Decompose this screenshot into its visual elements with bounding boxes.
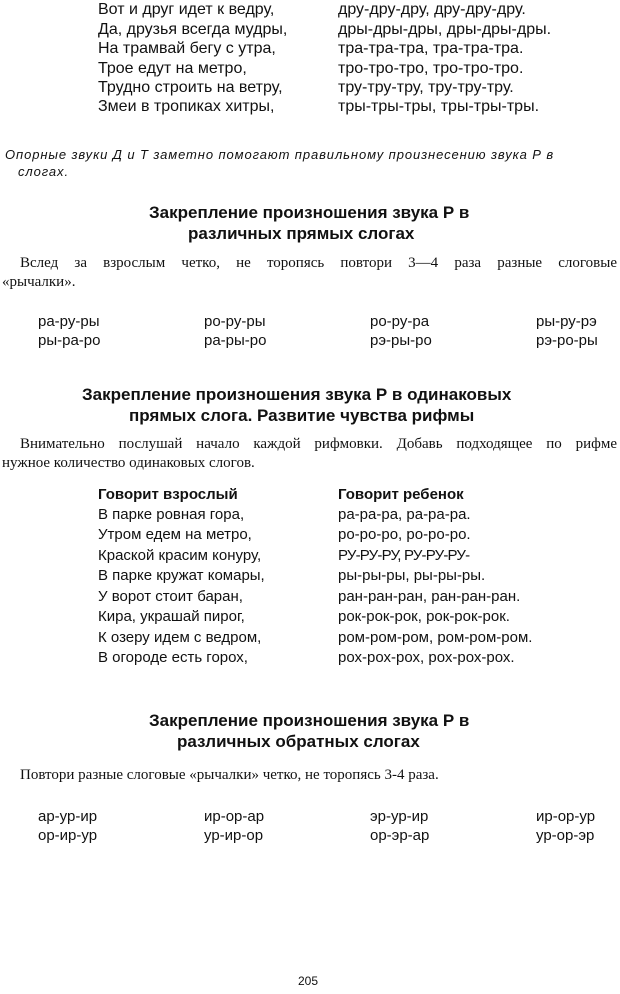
- header-adult: Говорит взрослый: [98, 486, 238, 503]
- poem-right-line: тро-тро-тро, тро-тро-тро.: [338, 60, 524, 77]
- poem-left-line: Трое едут на метро,: [98, 60, 247, 77]
- section3-title-line2: различных обратных слогах: [177, 732, 420, 751]
- note-line-2: слогах.: [18, 164, 69, 179]
- section3-text: Повтори разные слоговые «рычалки» четко, не торопясь 3-4 раза.: [20, 767, 439, 783]
- header-child: Говорит ребенок: [338, 486, 464, 503]
- section1-syllable: ра-ры-ро: [204, 332, 267, 349]
- section2-text-line1: Внимательно послушай начало каждой рифмовки. Добавь подходящее по рифме: [20, 436, 617, 452]
- section1-syllable: ры-ру-рэ: [536, 313, 597, 330]
- child-line: ры-ры-ры, ры-ры-ры.: [338, 567, 486, 584]
- child-line: ром-ром-ром, ром-ром-ром.: [338, 629, 533, 646]
- adult-line: Кира, украшай пирог,: [98, 608, 245, 625]
- section3-syllable: ур-ор-эр: [536, 827, 595, 844]
- poem-right-line: тры-тры-тры, тры-тры-тры.: [338, 98, 540, 115]
- section1-syllable: ро-ру-ра: [370, 313, 430, 330]
- section3-syllable: ур-ир-ор: [204, 827, 264, 844]
- section1-text-line2: «рычалки».: [2, 274, 76, 290]
- child-line: рок-рок-рок, рок-рок-рок.: [338, 608, 510, 625]
- section3-syllable: ор-ир-ур: [38, 827, 98, 844]
- poem-right-line: дры-дры-дры, дры-дры-дры.: [338, 21, 552, 38]
- section2-text-line2: нужное количество одинаковых слогов.: [2, 455, 255, 471]
- child-line: ро-ро-ро, ро-ро-ро.: [338, 526, 471, 543]
- poem-right-line: тра-тра-тра, тра-тра-тра.: [338, 40, 524, 57]
- adult-line: В парке ровная гора,: [98, 506, 245, 523]
- adult-line: Краской красим конуру,: [98, 547, 262, 564]
- child-line: ран-ран-ран, ран-ран-ран.: [338, 588, 521, 605]
- section3-syllable: ар-ур-ир: [38, 808, 98, 825]
- section1-text-line1: Вслед за взрослым четко, не торопясь повтори 3—4 раза разные слоговые: [20, 255, 617, 271]
- section2-title-line2: прямых слога. Развитие чувства рифмы: [129, 406, 475, 425]
- section3-syllable: ир-ор-ур: [536, 808, 596, 825]
- poem-left-line: Трудно строить на ветру,: [98, 79, 283, 96]
- poem-left-line: Вот и друг идет к ведру,: [98, 1, 275, 18]
- section1-title-line1: Закрепление произношения звука Р в: [149, 203, 470, 222]
- poem-left-line: Змеи в тропиках хитры,: [98, 98, 275, 115]
- section3-syllable: ир-ор-ар: [204, 808, 265, 825]
- adult-line: Утром едем на метро,: [98, 526, 252, 543]
- child-line: РУ-РУ-РУ, РУ-РУ-РУ-: [338, 547, 470, 564]
- poem-right-line: тру-тру-тру, тру-тру-тру.: [338, 79, 514, 96]
- adult-line: В огороде есть горох,: [98, 649, 248, 666]
- child-line: ра-ра-ра, ра-ра-ра.: [338, 506, 471, 523]
- section1-syllable: ра-ру-ры: [38, 313, 100, 330]
- poem-left-line: На трамвай бегу с утра,: [98, 40, 276, 57]
- section1-syllable: рэ-ры-ро: [370, 332, 432, 349]
- poem-right-line: дру-дру-дру, дру-дру-дру.: [338, 1, 526, 18]
- section1-syllable: рэ-ро-ры: [536, 332, 598, 349]
- section3-title-line1: Закрепление произношения звука Р в: [149, 711, 470, 730]
- child-line: рох-рох-рох, рох-рох-рох.: [338, 649, 515, 666]
- adult-line: В парке кружат комары,: [98, 567, 265, 584]
- adult-line: У ворот стоит баран,: [98, 588, 243, 605]
- section1-title-line2: различных прямых слогах: [188, 224, 415, 243]
- section2-title-line1: Закрепление произношения звука Р в одинаковых: [82, 385, 512, 404]
- poem-left-line: Да, друзья всегда мудры,: [98, 21, 288, 38]
- section1-syllable: ро-ру-ры: [204, 313, 266, 330]
- section1-syllable: ры-ра-ро: [38, 332, 101, 349]
- section3-syllable: эр-ур-ир: [370, 808, 429, 825]
- section3-syllable: ор-эр-ар: [370, 827, 430, 844]
- adult-line: К озеру идем с ведром,: [98, 629, 262, 646]
- note-line-1: Опорные звуки Д и Т заметно помогают правильному произнесению звука Р в: [5, 147, 555, 162]
- page-number: 205: [298, 974, 319, 988]
